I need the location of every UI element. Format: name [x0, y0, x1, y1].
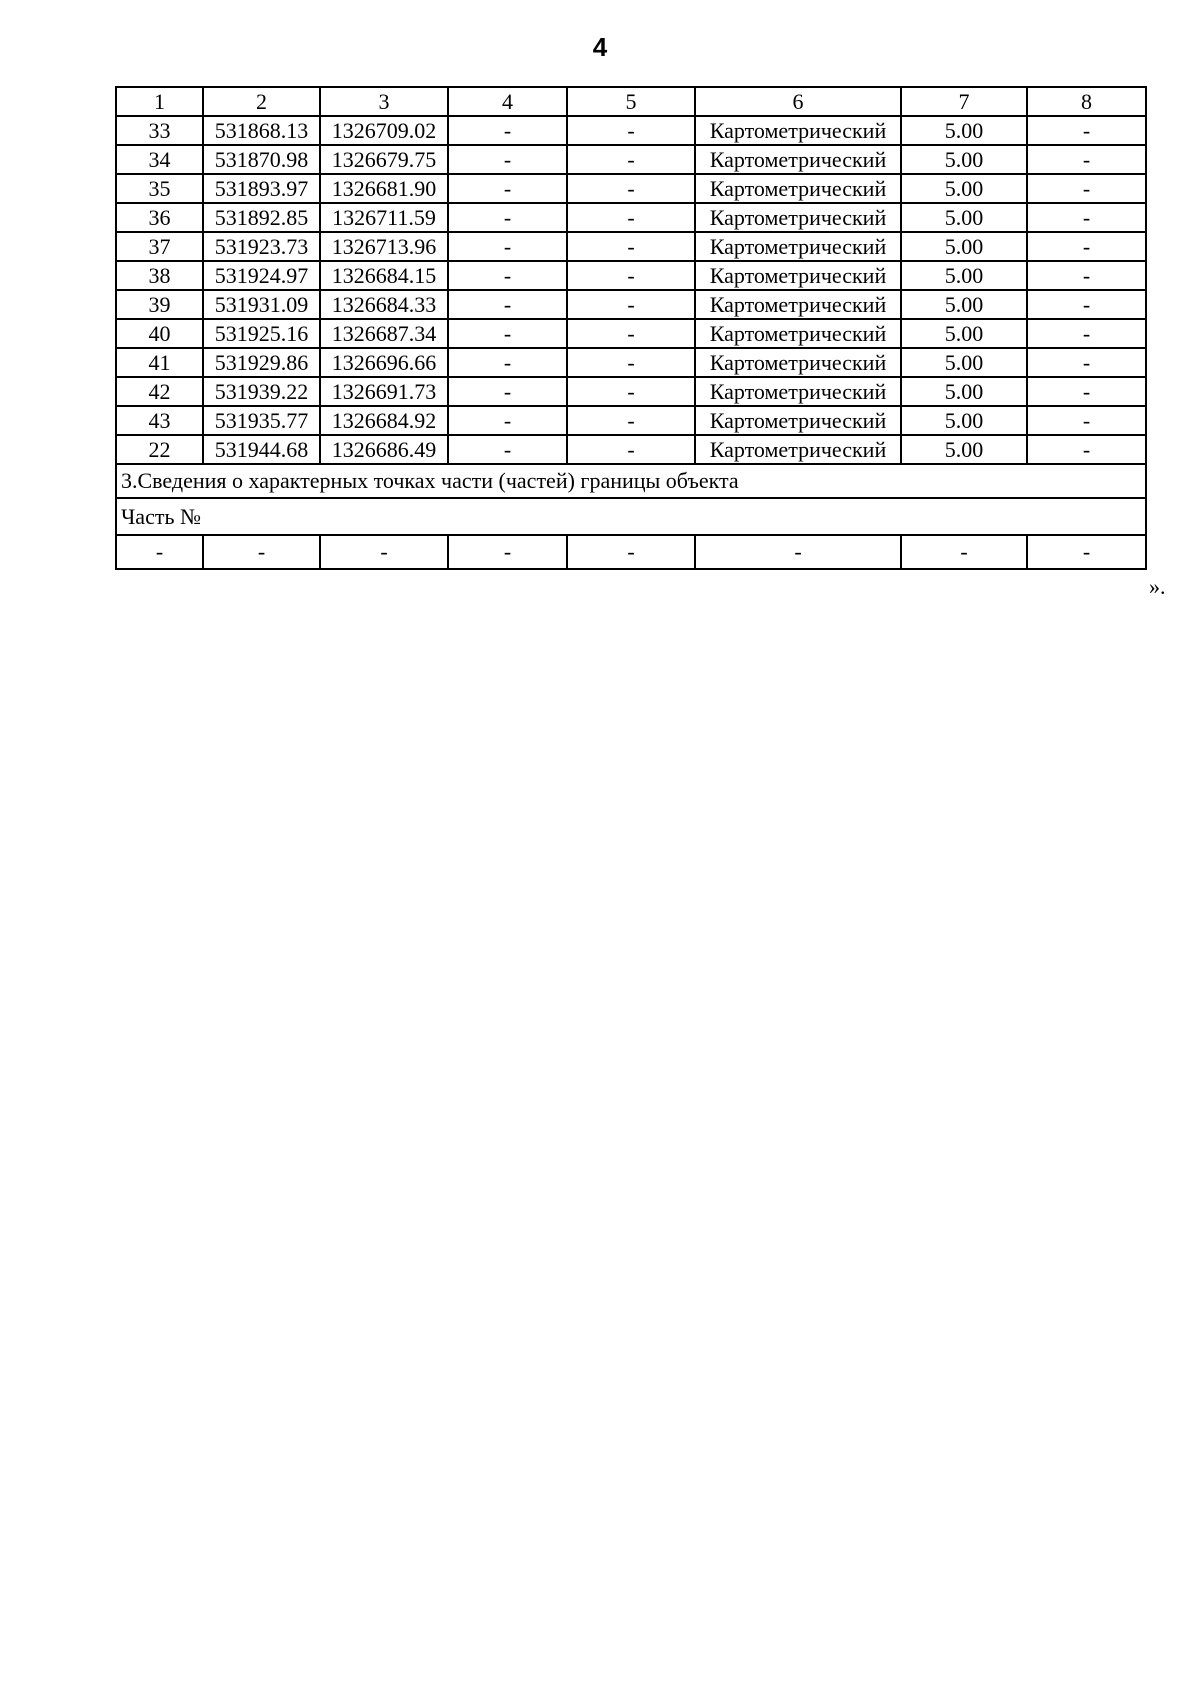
- table-cell-col-4: -: [448, 319, 567, 348]
- table-cell-col-6: Картометрический: [695, 377, 901, 406]
- table-cell-col-2: 531923.73: [203, 232, 320, 261]
- table-cell-col-2: 531939.22: [203, 377, 320, 406]
- table-cell-col-8: -: [1027, 116, 1146, 145]
- table-cell-col-6: Картометрический: [695, 261, 901, 290]
- table-cell-col-6: Картометрический: [695, 116, 901, 145]
- table-cell-col-4: -: [448, 203, 567, 232]
- table-cell-col-4: -: [448, 348, 567, 377]
- table-row: [116, 232, 1146, 261]
- coordinates-table: [115, 86, 1147, 570]
- table-cell-col-8: -: [1027, 145, 1146, 174]
- table-cell-col-1: 41: [116, 348, 203, 377]
- table-cell-col-4: -: [448, 116, 567, 145]
- table-cell-col-7: 5.00: [901, 145, 1027, 174]
- table-cell-col-5: -: [567, 319, 695, 348]
- table-cell-col-1: 40: [116, 319, 203, 348]
- table-cell-col-5: -: [567, 116, 695, 145]
- table-body: [116, 87, 1146, 569]
- table-cell-col-7: 5.00: [901, 406, 1027, 435]
- table-cell-col-8: -: [1027, 319, 1146, 348]
- table-cell-col-1: 1: [116, 87, 203, 116]
- table-cell-col-6: Картометрический: [695, 435, 901, 464]
- table-cell-col-2: 531892.85: [203, 203, 320, 232]
- table-cell-col-1: 35: [116, 174, 203, 203]
- table-cell-col-8: -: [1027, 290, 1146, 319]
- closing-quote-mark: ».: [1149, 574, 1166, 599]
- table-cell-col-6: Картометрический: [695, 174, 901, 203]
- table-cell-col-1: 39: [116, 290, 203, 319]
- table-row: [116, 290, 1146, 319]
- table-row: [116, 203, 1146, 232]
- table-cell-col-5: -: [567, 203, 695, 232]
- table-cell-col-7: 5.00: [901, 377, 1027, 406]
- table-cell-col-6: Картометрический: [695, 203, 901, 232]
- table-cell-col-4: -: [448, 145, 567, 174]
- table-cell-col-1: 33: [116, 116, 203, 145]
- table-cell-col-1: 22: [116, 435, 203, 464]
- table-cell-col-2: 531924.97: [203, 261, 320, 290]
- table-cell-col-3: 1326681.90: [320, 174, 448, 203]
- table-cell-col-2: 531931.09: [203, 290, 320, 319]
- table-cell-col-6: Картометрический: [695, 290, 901, 319]
- table-cell-col-3: 1326713.96: [320, 232, 448, 261]
- table-row: [116, 261, 1146, 290]
- table-cell-col-3: 1326679.75: [320, 145, 448, 174]
- table-cell-col-5: 5: [567, 87, 695, 116]
- table-row: [116, 348, 1146, 377]
- table-cell-col-1: 37: [116, 232, 203, 261]
- table-cell-col-4: -: [448, 435, 567, 464]
- table-cell-col-7: 5.00: [901, 232, 1027, 261]
- table-cell-col-8: -: [1027, 406, 1146, 435]
- table-cell-col-8: -: [1027, 261, 1146, 290]
- table-cell-col-8: -: [1027, 435, 1146, 464]
- table-cell-col-5: -: [567, 174, 695, 203]
- table-cell-col-2: 2: [203, 87, 320, 116]
- part-label-row: [116, 498, 1146, 535]
- table-cell-col-2: 531870.98: [203, 145, 320, 174]
- table-cell-col-4: -: [448, 535, 567, 569]
- table-cell-col-6: -: [695, 535, 901, 569]
- table-cell-col-5: -: [567, 261, 695, 290]
- table-cell-col-2: 531925.16: [203, 319, 320, 348]
- table-row: [116, 116, 1146, 145]
- table-row: [116, 145, 1146, 174]
- table-cell-col-2: 531929.86: [203, 348, 320, 377]
- table-cell-col-8: -: [1027, 174, 1146, 203]
- table-row: [116, 174, 1146, 203]
- table-cell-col-3: 1326711.59: [320, 203, 448, 232]
- table-cell-col-1: 36: [116, 203, 203, 232]
- table-cell-col-6: 6: [695, 87, 901, 116]
- table-cell-col-3: 1326684.33: [320, 290, 448, 319]
- table-cell-col-3: 1326709.02: [320, 116, 448, 145]
- table-cell-col-5: -: [567, 348, 695, 377]
- table-cell-col-5: -: [567, 435, 695, 464]
- table-cell-col-4: -: [448, 290, 567, 319]
- section-title-row: [116, 464, 1146, 498]
- table-cell-col-8: -: [1027, 232, 1146, 261]
- table-cell-col-1: 38: [116, 261, 203, 290]
- table-cell-col-3: -: [320, 535, 448, 569]
- table-row: [116, 377, 1146, 406]
- table-cell-col-3: 1326691.73: [320, 377, 448, 406]
- table-header-row: [116, 87, 1146, 116]
- table-cell-col-6: Картометрический: [695, 232, 901, 261]
- coordinates-table-container: [115, 86, 1147, 570]
- table-cell-col-3: 3: [320, 87, 448, 116]
- table-cell-col-7: 5.00: [901, 203, 1027, 232]
- table-cell-col-5: -: [567, 290, 695, 319]
- table-row: [116, 435, 1146, 464]
- table-cell-col-2: 531944.68: [203, 435, 320, 464]
- table-cell-col-5: -: [567, 145, 695, 174]
- table-cell-col-7: 5.00: [901, 174, 1027, 203]
- table-cell-col-1: -: [116, 535, 203, 569]
- table-cell-col-1: 43: [116, 406, 203, 435]
- table-cell-col-4: -: [448, 174, 567, 203]
- table-cell-col-8: -: [1027, 377, 1146, 406]
- table-cell-col-2: 531935.77: [203, 406, 320, 435]
- table-cell-col-2: 531868.13: [203, 116, 320, 145]
- table-cell-col-7: 5.00: [901, 319, 1027, 348]
- table-cell-col-3: 1326686.49: [320, 435, 448, 464]
- table-cell-col-8: 8: [1027, 87, 1146, 116]
- table-cell-col-6: Картометрический: [695, 406, 901, 435]
- table-cell-col-5: -: [567, 232, 695, 261]
- table-cell-col-6: Картометрический: [695, 145, 901, 174]
- table-cell-col-3: 1326687.34: [320, 319, 448, 348]
- table-cell-col-6: Картометрический: [695, 348, 901, 377]
- table-cell-col-7: 5.00: [901, 435, 1027, 464]
- table-cell-col-2: 531893.97: [203, 174, 320, 203]
- table-cell-col-3: 1326696.66: [320, 348, 448, 377]
- empty-part-row: [116, 535, 1146, 569]
- table-cell-col-7: 5.00: [901, 348, 1027, 377]
- table-cell-col-4: 4: [448, 87, 567, 116]
- section-title: 3.Сведения о характерных точках части (частей) границы объекта: [116, 464, 1146, 498]
- table-cell-col-4: -: [448, 232, 567, 261]
- table-cell-col-5: -: [567, 406, 695, 435]
- page-number: 4: [592, 32, 608, 62]
- table-cell-col-7: 5.00: [901, 290, 1027, 319]
- table-cell-col-4: -: [448, 406, 567, 435]
- table-cell-col-6: Картометрический: [695, 319, 901, 348]
- table-cell-col-7: -: [901, 535, 1027, 569]
- table-cell-col-4: -: [448, 377, 567, 406]
- table-cell-col-8: -: [1027, 535, 1146, 569]
- table-cell-col-1: 42: [116, 377, 203, 406]
- table-cell-col-5: -: [567, 377, 695, 406]
- table-row: [116, 406, 1146, 435]
- table-cell-col-7: 5.00: [901, 116, 1027, 145]
- table-cell-col-7: 7: [901, 87, 1027, 116]
- table-cell-col-5: -: [567, 535, 695, 569]
- table-cell-col-3: 1326684.15: [320, 261, 448, 290]
- table-cell-col-2: -: [203, 535, 320, 569]
- table-row: [116, 319, 1146, 348]
- table-cell-col-1: 34: [116, 145, 203, 174]
- table-cell-col-4: -: [448, 261, 567, 290]
- table-cell-col-8: -: [1027, 203, 1146, 232]
- part-label: Часть №: [116, 498, 1146, 535]
- table-cell-col-7: 5.00: [901, 261, 1027, 290]
- table-cell-col-8: -: [1027, 348, 1146, 377]
- table-cell-col-3: 1326684.92: [320, 406, 448, 435]
